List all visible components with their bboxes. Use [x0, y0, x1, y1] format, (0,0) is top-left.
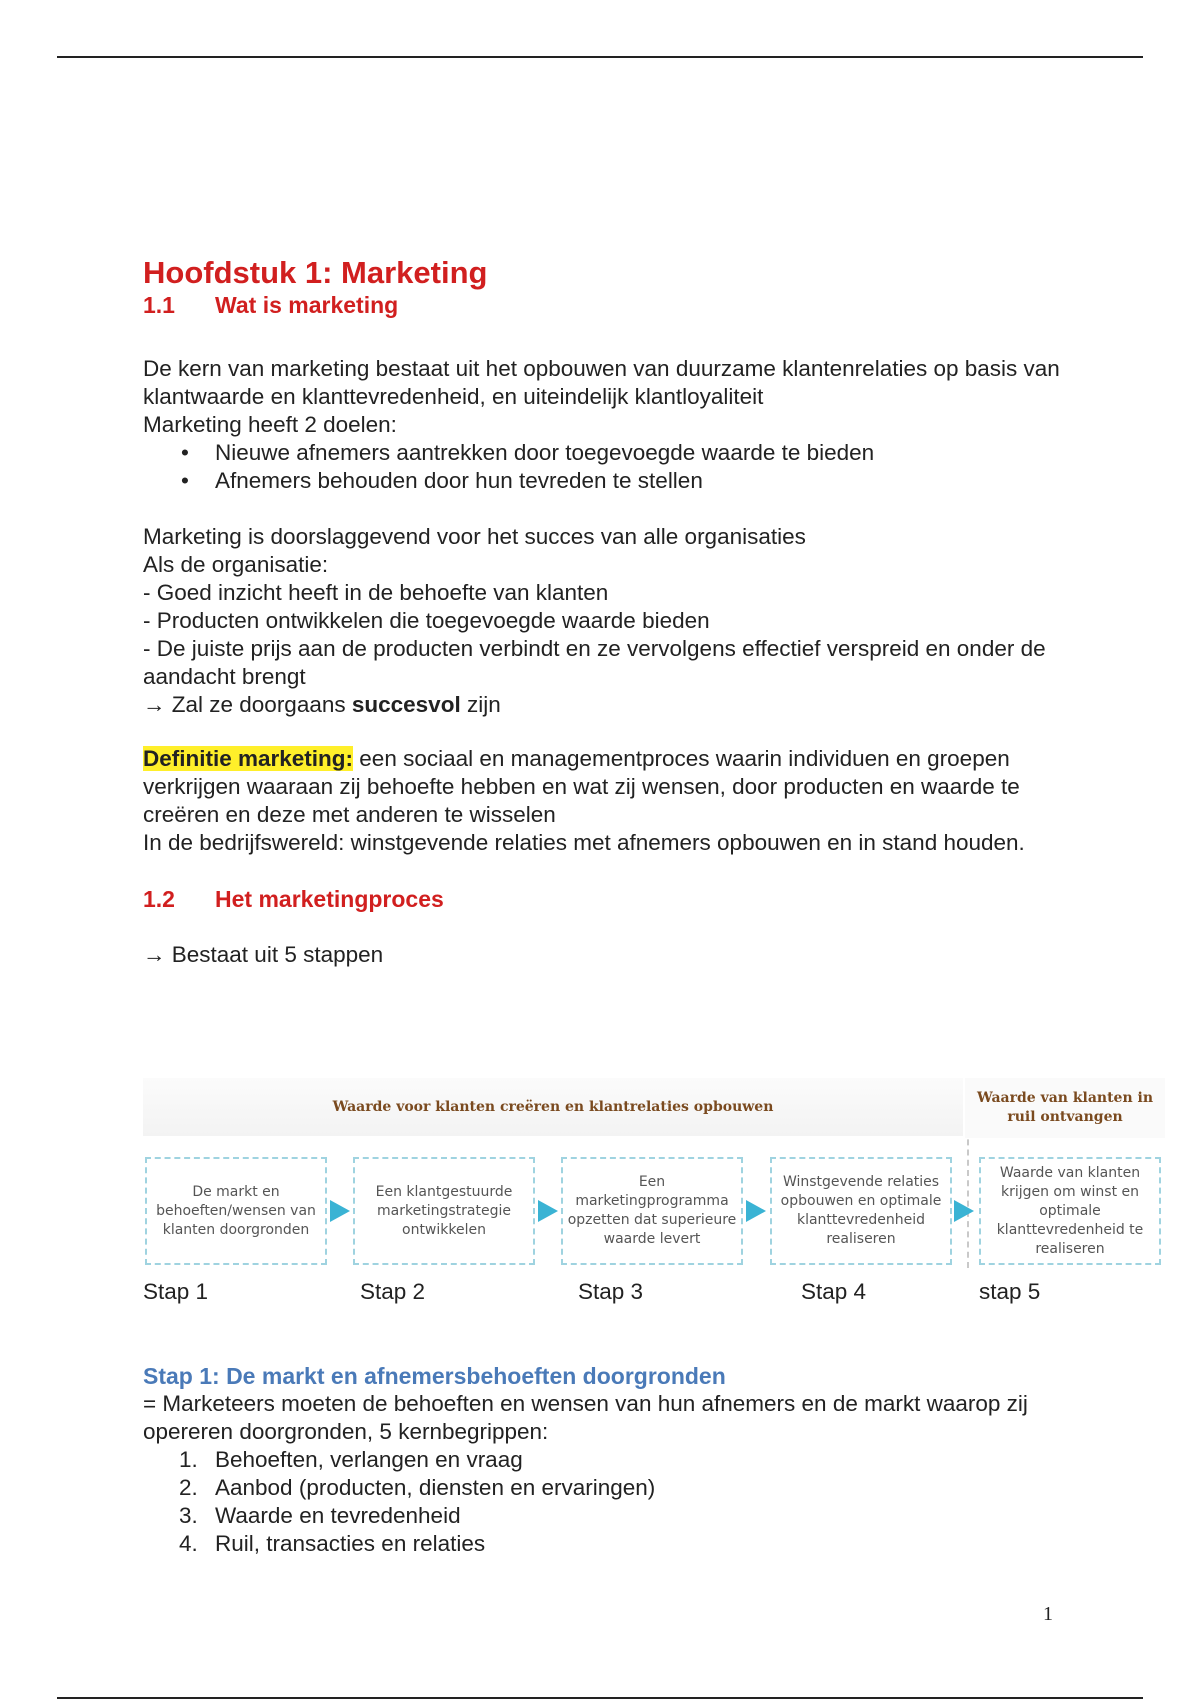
marketing-process-diagram — [143, 1078, 1167, 1268]
step1-text: = Marketeers moeten de behoeften en wensen van hun afnemers en de markt waarop zij opereren doorgronden, 5 kernbegrippen: — [143, 1391, 1028, 1444]
arrow-right-icon — [330, 1200, 350, 1222]
section-title: Wat is marketing — [215, 292, 399, 318]
bottom-rule — [57, 1697, 1143, 1699]
step-label: Stap 1 — [143, 1279, 209, 1304]
condition-item: - Producten ontwikkelen die toegevoegde waarde bieden — [143, 608, 710, 633]
page-number: 1 — [1043, 1603, 1053, 1625]
steps-intro: → Bestaat uit 5 stappen — [143, 942, 384, 967]
process-box-4: Winstgevende relaties opbouwen en optimale klanttevredenheid realiseren — [770, 1157, 952, 1265]
process-box-5: Waarde van klanten krijgen om winst en optimale klanttevredenheid te realiseren — [979, 1157, 1161, 1265]
conclusion-suffix: zijn — [460, 692, 501, 717]
core-concepts-list — [143, 1446, 1063, 1558]
section-number: 1.1 — [143, 292, 175, 318]
definition-label: Definitie marketing: — [143, 746, 354, 771]
page-title: Hoofdstuk 1: Marketing — [143, 255, 488, 290]
condition-intro: Als de organisatie: — [143, 552, 329, 577]
step-label: Stap 4 — [801, 1279, 867, 1304]
success-line: Marketing is doorslaggevend voor het succes van alle organisaties — [143, 524, 806, 549]
business-definition: In de bedrijfswereld: winstgevende relaties met afnemers opbouwen en in stand houden. — [143, 830, 1025, 855]
list-item: 4. Ruil, transacties en relaties — [179, 1531, 486, 1556]
list-item: 2. Aanbod (producten, diensten en ervaringen) — [179, 1475, 656, 1500]
top-rule — [57, 56, 1143, 58]
step-label: stap 5 — [979, 1279, 1041, 1304]
diagram-band-title: Waarde voor klanten creëren en klantrelaties opbouwen — [143, 1078, 963, 1136]
condition-item: - Goed inzicht heeft in de behoefte van klanten — [143, 580, 609, 605]
conclusion-prefix: → Zal ze doorgaans — [143, 692, 352, 717]
conclusion-bold: succesvol — [351, 692, 461, 717]
list-item: 1. Behoeften, verlangen en vraag — [179, 1447, 523, 1472]
process-box-3: Een marketingprogramma opzetten dat superieure waarde levert — [561, 1157, 743, 1265]
arrow-right-icon — [538, 1200, 558, 1222]
section-heading-1-1 — [143, 291, 1063, 319]
section-title: Het marketingproces — [215, 886, 444, 912]
list-item: • Afnemers behouden door hun tevreden te stellen — [143, 467, 1063, 495]
goals-list — [143, 439, 1063, 495]
step-label: Stap 2 — [360, 1279, 426, 1304]
definition-text: een sociaal en managementproces waarin individuen en groepen verkrijgen waaraan zij behoefte hebben en wat zij wensen, door producten en waarde te creëren en deze met anderen te wisselen — [143, 746, 1020, 827]
goals-intro: Marketing heeft 2 doelen: — [143, 412, 397, 437]
section-number: 1.2 — [143, 886, 175, 912]
intro-paragraph: De kern van marketing bestaat uit het opbouwen van duurzame klantenrelaties op basis van klantwaarde en klanttevredenheid, en uiteindelijk klantloyaliteit — [143, 356, 1060, 409]
page-content — [143, 255, 1063, 969]
list-item: • Nieuwe afnemers aantrekken door toegevoegde waarde te bieden — [143, 439, 1063, 467]
diagram-band2-title: Waarde van klanten in ruil ontvangen — [965, 1078, 1165, 1138]
step-label: Stap 3 — [578, 1279, 644, 1304]
arrow-right-icon — [746, 1200, 766, 1222]
step1-section — [143, 1362, 1063, 1558]
section-heading-1-2 — [143, 885, 1063, 913]
condition-item: - De juiste prijs aan de producten verbindt en ze vervolgens effectief verspreid en onder de aandacht brengt — [143, 636, 1046, 689]
process-box-1: De markt en behoeften/wensen van klanten doorgronden — [145, 1157, 327, 1265]
arrow-right-icon — [954, 1200, 974, 1222]
conclusion-line — [143, 691, 1063, 719]
step1-heading: Stap 1: De markt en afnemersbehoeften doorgronden — [143, 1363, 726, 1389]
definition-paragraph — [143, 745, 1063, 829]
list-item: 3. Waarde en tevredenheid — [179, 1503, 461, 1528]
process-box-2: Een klantgestuurde marketingstrategie ontwikkelen — [353, 1157, 535, 1265]
step-labels — [143, 1278, 1143, 1308]
